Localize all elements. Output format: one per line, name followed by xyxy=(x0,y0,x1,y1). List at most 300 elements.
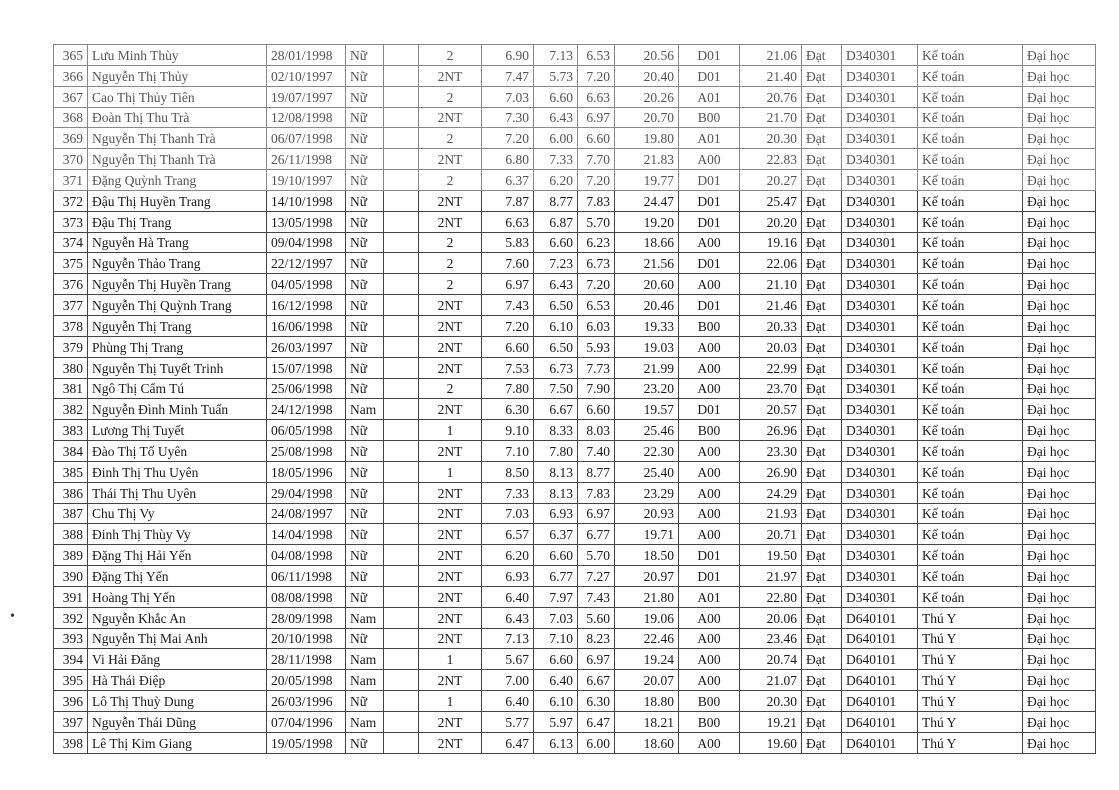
table-row xyxy=(54,253,1096,274)
student-name: Đinh Thị Thùy Vy xyxy=(88,524,267,545)
exam-block: A00 xyxy=(679,274,740,295)
priority-area: 2NT xyxy=(419,357,482,378)
subject-score-3: 6.97 xyxy=(578,649,615,670)
major-name: Kế toán xyxy=(918,86,1023,107)
education-level: Đại học xyxy=(1023,399,1096,420)
priority-area: 2NT xyxy=(419,399,482,420)
student-name: Lê Thị Kim Giang xyxy=(88,732,267,753)
major-name: Thú Y xyxy=(918,607,1023,628)
gender: Nữ xyxy=(346,503,384,524)
subject-score-2: 7.97 xyxy=(534,586,578,607)
priority-area: 2NT xyxy=(419,211,482,232)
table-row xyxy=(54,670,1096,691)
subject-score-3: 5.70 xyxy=(578,545,615,566)
subject-score-3: 7.20 xyxy=(578,65,615,86)
priority-area: 2NT xyxy=(419,149,482,170)
education-level: Đại học xyxy=(1023,441,1096,462)
student-name: Đậu Thị Huyền Trang xyxy=(88,190,267,211)
row-number: 386 xyxy=(54,482,88,503)
blank-cell xyxy=(384,732,419,753)
score-sum: 19.77 xyxy=(615,170,679,191)
subject-score-2: 6.50 xyxy=(534,295,578,316)
education-level: Đại học xyxy=(1023,524,1096,545)
subject-score-1: 6.97 xyxy=(482,274,534,295)
subject-score-2: 6.60 xyxy=(534,545,578,566)
major-code: D340301 xyxy=(842,315,918,336)
gender: Nam xyxy=(346,670,384,691)
major-name: Kế toán xyxy=(918,545,1023,566)
education-level: Đại học xyxy=(1023,336,1096,357)
major-code: D340301 xyxy=(842,107,918,128)
gender: Nữ xyxy=(346,691,384,712)
major-code: D340301 xyxy=(842,211,918,232)
total-score: 21.97 xyxy=(740,566,802,587)
table-row xyxy=(54,170,1096,191)
subject-score-1: 8.50 xyxy=(482,461,534,482)
total-score: 21.40 xyxy=(740,65,802,86)
subject-score-2: 6.00 xyxy=(534,128,578,149)
exam-block: B00 xyxy=(679,315,740,336)
gender: Nam xyxy=(346,399,384,420)
table-row xyxy=(54,628,1096,649)
subject-score-1: 7.20 xyxy=(482,128,534,149)
major-code: D340301 xyxy=(842,357,918,378)
major-name: Kế toán xyxy=(918,586,1023,607)
total-score: 20.57 xyxy=(740,399,802,420)
result-status: Đạt xyxy=(802,336,842,357)
education-level: Đại học xyxy=(1023,378,1096,399)
exam-block: B00 xyxy=(679,420,740,441)
blank-cell xyxy=(384,566,419,587)
subject-score-2: 6.43 xyxy=(534,107,578,128)
education-level: Đại học xyxy=(1023,482,1096,503)
subject-score-1: 6.93 xyxy=(482,566,534,587)
table-row xyxy=(54,190,1096,211)
major-name: Kế toán xyxy=(918,399,1023,420)
score-sum: 20.56 xyxy=(615,45,679,66)
subject-score-1: 7.03 xyxy=(482,86,534,107)
row-number: 381 xyxy=(54,378,88,399)
score-sum: 20.93 xyxy=(615,503,679,524)
major-code: D340301 xyxy=(842,86,918,107)
subject-score-3: 6.67 xyxy=(578,670,615,691)
result-status: Đạt xyxy=(802,524,842,545)
subject-score-3: 6.60 xyxy=(578,399,615,420)
subject-score-2: 6.20 xyxy=(534,170,578,191)
subject-score-2: 6.50 xyxy=(534,336,578,357)
row-number: 397 xyxy=(54,712,88,733)
blank-cell xyxy=(384,253,419,274)
student-name: Nguyễn Thái Dũng xyxy=(88,712,267,733)
subject-score-2: 6.60 xyxy=(534,232,578,253)
total-score: 20.76 xyxy=(740,86,802,107)
table-row xyxy=(54,607,1096,628)
result-status: Đạt xyxy=(802,128,842,149)
score-sum: 20.60 xyxy=(615,274,679,295)
blank-cell xyxy=(384,65,419,86)
subject-score-2: 6.40 xyxy=(534,670,578,691)
subject-score-1: 6.20 xyxy=(482,545,534,566)
table-row xyxy=(54,712,1096,733)
date-of-birth: 04/05/1998 xyxy=(267,274,346,295)
education-level: Đại học xyxy=(1023,211,1096,232)
blank-cell xyxy=(384,128,419,149)
priority-area: 1 xyxy=(419,420,482,441)
student-name: Đoàn Thị Thu Trà xyxy=(88,107,267,128)
result-status: Đạt xyxy=(802,107,842,128)
gender: Nữ xyxy=(346,86,384,107)
major-code: D340301 xyxy=(842,399,918,420)
subject-score-3: 6.30 xyxy=(578,691,615,712)
subject-score-3: 7.83 xyxy=(578,482,615,503)
date-of-birth: 16/12/1998 xyxy=(267,295,346,316)
date-of-birth: 06/07/1998 xyxy=(267,128,346,149)
total-score: 20.20 xyxy=(740,211,802,232)
priority-area: 2NT xyxy=(419,295,482,316)
major-code: D340301 xyxy=(842,461,918,482)
priority-area: 2NT xyxy=(419,732,482,753)
gender: Nữ xyxy=(346,128,384,149)
exam-block: B00 xyxy=(679,691,740,712)
score-sum: 19.24 xyxy=(615,649,679,670)
score-sum: 20.40 xyxy=(615,65,679,86)
score-sum: 22.30 xyxy=(615,441,679,462)
date-of-birth: 06/11/1998 xyxy=(267,566,346,587)
subject-score-1: 6.63 xyxy=(482,211,534,232)
subject-score-3: 6.03 xyxy=(578,315,615,336)
gender: Nữ xyxy=(346,295,384,316)
date-of-birth: 26/03/1996 xyxy=(267,691,346,712)
priority-area: 2 xyxy=(419,232,482,253)
blank-cell xyxy=(384,315,419,336)
major-name: Kế toán xyxy=(918,357,1023,378)
blank-cell xyxy=(384,628,419,649)
major-code: D340301 xyxy=(842,482,918,503)
date-of-birth: 25/06/1998 xyxy=(267,378,346,399)
subject-score-2: 8.13 xyxy=(534,461,578,482)
row-number: 378 xyxy=(54,315,88,336)
row-number: 392 xyxy=(54,607,88,628)
total-score: 22.06 xyxy=(740,253,802,274)
major-name: Kế toán xyxy=(918,190,1023,211)
education-level: Đại học xyxy=(1023,732,1096,753)
major-code: D340301 xyxy=(842,128,918,149)
subject-score-3: 6.73 xyxy=(578,253,615,274)
exam-block: A01 xyxy=(679,86,740,107)
student-name: Thái Thị Thu Uyên xyxy=(88,482,267,503)
gender: Nữ xyxy=(346,170,384,191)
education-level: Đại học xyxy=(1023,253,1096,274)
score-sum: 18.50 xyxy=(615,545,679,566)
gender: Nữ xyxy=(346,315,384,336)
blank-cell xyxy=(384,545,419,566)
subject-score-1: 7.87 xyxy=(482,190,534,211)
score-sum: 25.40 xyxy=(615,461,679,482)
major-code: D340301 xyxy=(842,295,918,316)
date-of-birth: 26/11/1998 xyxy=(267,149,346,170)
student-name: Lô Thị Thuỳ Dung xyxy=(88,691,267,712)
result-status: Đạt xyxy=(802,86,842,107)
total-score: 20.30 xyxy=(740,128,802,149)
row-number: 367 xyxy=(54,86,88,107)
major-code: D340301 xyxy=(842,378,918,399)
blank-cell xyxy=(384,336,419,357)
education-level: Đại học xyxy=(1023,149,1096,170)
exam-block: A00 xyxy=(679,378,740,399)
date-of-birth: 02/10/1997 xyxy=(267,65,346,86)
gender: Nữ xyxy=(346,732,384,753)
date-of-birth: 22/12/1997 xyxy=(267,253,346,274)
subject-score-1: 7.33 xyxy=(482,482,534,503)
subject-score-3: 6.97 xyxy=(578,107,615,128)
total-score: 26.90 xyxy=(740,461,802,482)
exam-block: D01 xyxy=(679,295,740,316)
total-score: 19.16 xyxy=(740,232,802,253)
date-of-birth: 18/05/1996 xyxy=(267,461,346,482)
exam-block: D01 xyxy=(679,190,740,211)
date-of-birth: 06/05/1998 xyxy=(267,420,346,441)
subject-score-3: 8.77 xyxy=(578,461,615,482)
date-of-birth: 28/01/1998 xyxy=(267,45,346,66)
result-status: Đạt xyxy=(802,732,842,753)
result-status: Đạt xyxy=(802,503,842,524)
major-name: Kế toán xyxy=(918,503,1023,524)
score-sum: 18.21 xyxy=(615,712,679,733)
student-name: Nguyễn Thị Thanh Trà xyxy=(88,128,267,149)
subject-score-3: 7.20 xyxy=(578,170,615,191)
blank-cell xyxy=(384,45,419,66)
major-name: Thú Y xyxy=(918,628,1023,649)
score-sum: 21.99 xyxy=(615,357,679,378)
blank-cell xyxy=(384,420,419,441)
priority-area: 2 xyxy=(419,378,482,399)
score-sum: 21.83 xyxy=(615,149,679,170)
subject-score-2: 7.10 xyxy=(534,628,578,649)
result-status: Đạt xyxy=(802,670,842,691)
priority-area: 2 xyxy=(419,253,482,274)
result-status: Đạt xyxy=(802,65,842,86)
result-status: Đạt xyxy=(802,566,842,587)
table-row xyxy=(54,524,1096,545)
subject-score-2: 6.77 xyxy=(534,566,578,587)
student-name: Đinh Thị Thu Uyên xyxy=(88,461,267,482)
major-name: Kế toán xyxy=(918,524,1023,545)
result-status: Đạt xyxy=(802,45,842,66)
major-name: Kế toán xyxy=(918,128,1023,149)
education-level: Đại học xyxy=(1023,503,1096,524)
table-row xyxy=(54,336,1096,357)
score-sum: 19.80 xyxy=(615,128,679,149)
major-code: D640101 xyxy=(842,732,918,753)
major-name: Kế toán xyxy=(918,45,1023,66)
major-name: Kế toán xyxy=(918,461,1023,482)
gender: Nam xyxy=(346,607,384,628)
subject-score-1: 6.30 xyxy=(482,399,534,420)
priority-area: 2 xyxy=(419,274,482,295)
priority-area: 2 xyxy=(419,170,482,191)
total-score: 22.80 xyxy=(740,586,802,607)
table-row xyxy=(54,45,1096,66)
student-name: Nguyễn Thị Trang xyxy=(88,315,267,336)
subject-score-3: 7.27 xyxy=(578,566,615,587)
table-row xyxy=(54,315,1096,336)
score-sum: 19.06 xyxy=(615,607,679,628)
date-of-birth: 20/10/1998 xyxy=(267,628,346,649)
date-of-birth: 25/08/1998 xyxy=(267,441,346,462)
score-sum: 19.03 xyxy=(615,336,679,357)
total-score: 26.96 xyxy=(740,420,802,441)
row-number: 373 xyxy=(54,211,88,232)
total-score: 25.47 xyxy=(740,190,802,211)
student-name: Đặng Thị Yến xyxy=(88,566,267,587)
result-status: Đạt xyxy=(802,420,842,441)
blank-cell xyxy=(384,441,419,462)
major-name: Kế toán xyxy=(918,378,1023,399)
education-level: Đại học xyxy=(1023,607,1096,628)
major-name: Kế toán xyxy=(918,441,1023,462)
major-code: D340301 xyxy=(842,45,918,66)
row-number: 385 xyxy=(54,461,88,482)
exam-block: A00 xyxy=(679,503,740,524)
score-sum: 23.29 xyxy=(615,482,679,503)
major-code: D640101 xyxy=(842,628,918,649)
major-code: D340301 xyxy=(842,232,918,253)
result-status: Đạt xyxy=(802,211,842,232)
exam-block: A00 xyxy=(679,607,740,628)
subject-score-1: 9.10 xyxy=(482,420,534,441)
education-level: Đại học xyxy=(1023,670,1096,691)
student-name: Lương Thị Tuyết xyxy=(88,420,267,441)
blank-cell xyxy=(384,482,419,503)
total-score: 21.10 xyxy=(740,274,802,295)
subject-score-2: 8.13 xyxy=(534,482,578,503)
education-level: Đại học xyxy=(1023,190,1096,211)
total-score: 21.07 xyxy=(740,670,802,691)
row-number: 380 xyxy=(54,357,88,378)
subject-score-2: 6.93 xyxy=(534,503,578,524)
result-status: Đạt xyxy=(802,399,842,420)
score-sum: 18.60 xyxy=(615,732,679,753)
total-score: 24.29 xyxy=(740,482,802,503)
priority-area: 2NT xyxy=(419,503,482,524)
blank-cell xyxy=(384,712,419,733)
subject-score-3: 8.23 xyxy=(578,628,615,649)
student-name: Hoàng Thị Yến xyxy=(88,586,267,607)
gender: Nữ xyxy=(346,545,384,566)
gender: Nữ xyxy=(346,628,384,649)
gender: Nữ xyxy=(346,357,384,378)
subject-score-3: 7.20 xyxy=(578,274,615,295)
exam-block: A00 xyxy=(679,232,740,253)
education-level: Đại học xyxy=(1023,628,1096,649)
score-sum: 20.97 xyxy=(615,566,679,587)
subject-score-1: 6.60 xyxy=(482,336,534,357)
blank-cell xyxy=(384,211,419,232)
subject-score-1: 7.00 xyxy=(482,670,534,691)
student-name: Nguyễn Hà Trang xyxy=(88,232,267,253)
date-of-birth: 16/06/1998 xyxy=(267,315,346,336)
subject-score-1: 5.77 xyxy=(482,712,534,733)
exam-block: A01 xyxy=(679,586,740,607)
date-of-birth: 07/04/1996 xyxy=(267,712,346,733)
table-row xyxy=(54,378,1096,399)
table-row xyxy=(54,503,1096,524)
education-level: Đại học xyxy=(1023,420,1096,441)
total-score: 19.60 xyxy=(740,732,802,753)
subject-score-1: 7.13 xyxy=(482,628,534,649)
subject-score-3: 6.47 xyxy=(578,712,615,733)
major-name: Kế toán xyxy=(918,420,1023,441)
major-code: D640101 xyxy=(842,607,918,628)
date-of-birth: 19/10/1997 xyxy=(267,170,346,191)
date-of-birth: 24/12/1998 xyxy=(267,399,346,420)
row-number: 396 xyxy=(54,691,88,712)
education-level: Đại học xyxy=(1023,170,1096,191)
subject-score-3: 6.97 xyxy=(578,503,615,524)
row-number: 379 xyxy=(54,336,88,357)
exam-block: D01 xyxy=(679,45,740,66)
student-name: Nguyễn Thị Tuyết Trinh xyxy=(88,357,267,378)
major-name: Kế toán xyxy=(918,170,1023,191)
education-level: Đại học xyxy=(1023,274,1096,295)
row-number: 382 xyxy=(54,399,88,420)
exam-block: A00 xyxy=(679,336,740,357)
subject-score-3: 5.93 xyxy=(578,336,615,357)
result-status: Đạt xyxy=(802,545,842,566)
score-sum: 21.56 xyxy=(615,253,679,274)
margin-mark: • xyxy=(10,609,15,624)
education-level: Đại học xyxy=(1023,232,1096,253)
result-status: Đạt xyxy=(802,461,842,482)
exam-block: B00 xyxy=(679,712,740,733)
major-name: Kế toán xyxy=(918,336,1023,357)
row-number: 388 xyxy=(54,524,88,545)
row-number: 389 xyxy=(54,545,88,566)
total-score: 21.70 xyxy=(740,107,802,128)
education-level: Đại học xyxy=(1023,86,1096,107)
gender: Nữ xyxy=(346,336,384,357)
exam-block: D01 xyxy=(679,211,740,232)
exam-block: B00 xyxy=(679,107,740,128)
result-status: Đạt xyxy=(802,712,842,733)
subject-score-2: 7.50 xyxy=(534,378,578,399)
major-code: D340301 xyxy=(842,253,918,274)
result-status: Đạt xyxy=(802,441,842,462)
priority-area: 2NT xyxy=(419,586,482,607)
blank-cell xyxy=(384,503,419,524)
student-name: Nguyễn Thị Thanh Trà xyxy=(88,149,267,170)
gender: Nữ xyxy=(346,441,384,462)
priority-area: 2NT xyxy=(419,670,482,691)
table-row xyxy=(54,149,1096,170)
gender: Nữ xyxy=(346,274,384,295)
date-of-birth: 14/10/1998 xyxy=(267,190,346,211)
score-sum: 19.20 xyxy=(615,211,679,232)
total-score: 20.71 xyxy=(740,524,802,545)
exam-block: D01 xyxy=(679,253,740,274)
gender: Nữ xyxy=(346,566,384,587)
subject-score-3: 5.70 xyxy=(578,211,615,232)
priority-area: 2NT xyxy=(419,336,482,357)
subject-score-1: 7.80 xyxy=(482,378,534,399)
date-of-birth: 19/05/1998 xyxy=(267,732,346,753)
row-number: 393 xyxy=(54,628,88,649)
priority-area: 2NT xyxy=(419,482,482,503)
row-number: 371 xyxy=(54,170,88,191)
student-name: Chu Thị Vy xyxy=(88,503,267,524)
result-status: Đạt xyxy=(802,274,842,295)
priority-area: 2 xyxy=(419,45,482,66)
